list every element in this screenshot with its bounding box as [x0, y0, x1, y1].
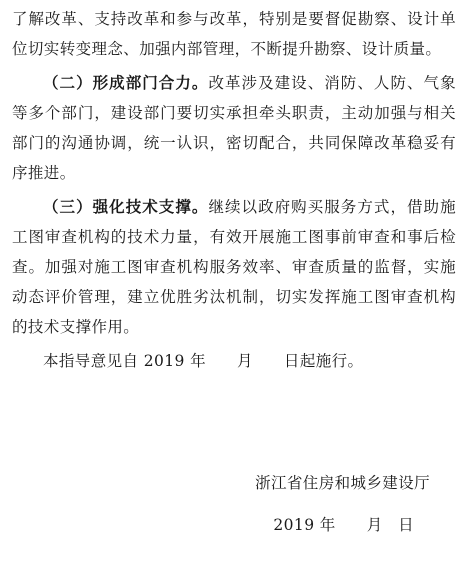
effective-suffix: 日起施行。 — [283, 352, 364, 370]
section-heading: （三）强化技术支撑。 — [43, 197, 209, 216]
section-tech-support — [12, 192, 456, 342]
signature-block — [255, 470, 430, 538]
effective-month: 月 — [237, 352, 253, 370]
paragraph-continued — [12, 4, 456, 64]
paragraph-text: 了解改革、支持改革和参与改革，特别是要督促勘察、设计单位切实转变理念、加强内部管理，不断提升勘察、设计质量。 — [12, 10, 456, 58]
section-body: 改革涉及建设、消防、人防、气象等多个部门，建设部门要切实承担牵头职责，主动加强与相关部门的沟通协调，统一认识，密切配合，共同保障改革稳妥有序推进。 — [12, 74, 456, 182]
signature-month: 月 — [366, 516, 383, 534]
section-form-synergy — [12, 68, 456, 188]
signature-date — [255, 512, 414, 538]
section-heading: （二）形成部门合力。 — [43, 73, 209, 92]
effective-prefix: 本指导意见自 2019 年 — [43, 352, 207, 370]
effective-date-paragraph — [12, 346, 456, 376]
section-body: 继续以政府购买服务方式，借助施工图审查机构的技术力量，有效开展施工图事前审查和事后检查。加强对施工图审查机构服务效率、审查质量的监督，实施动态评价管理，建立优胜劣汰机制，切实发挥施工图审查机构的技术支撑作用。 — [12, 198, 456, 336]
signature-year: 2019 年 — [273, 516, 336, 534]
issuing-organization: 浙江省住房和城乡建设厅 — [255, 474, 430, 492]
signature-day: 日 — [398, 516, 414, 534]
